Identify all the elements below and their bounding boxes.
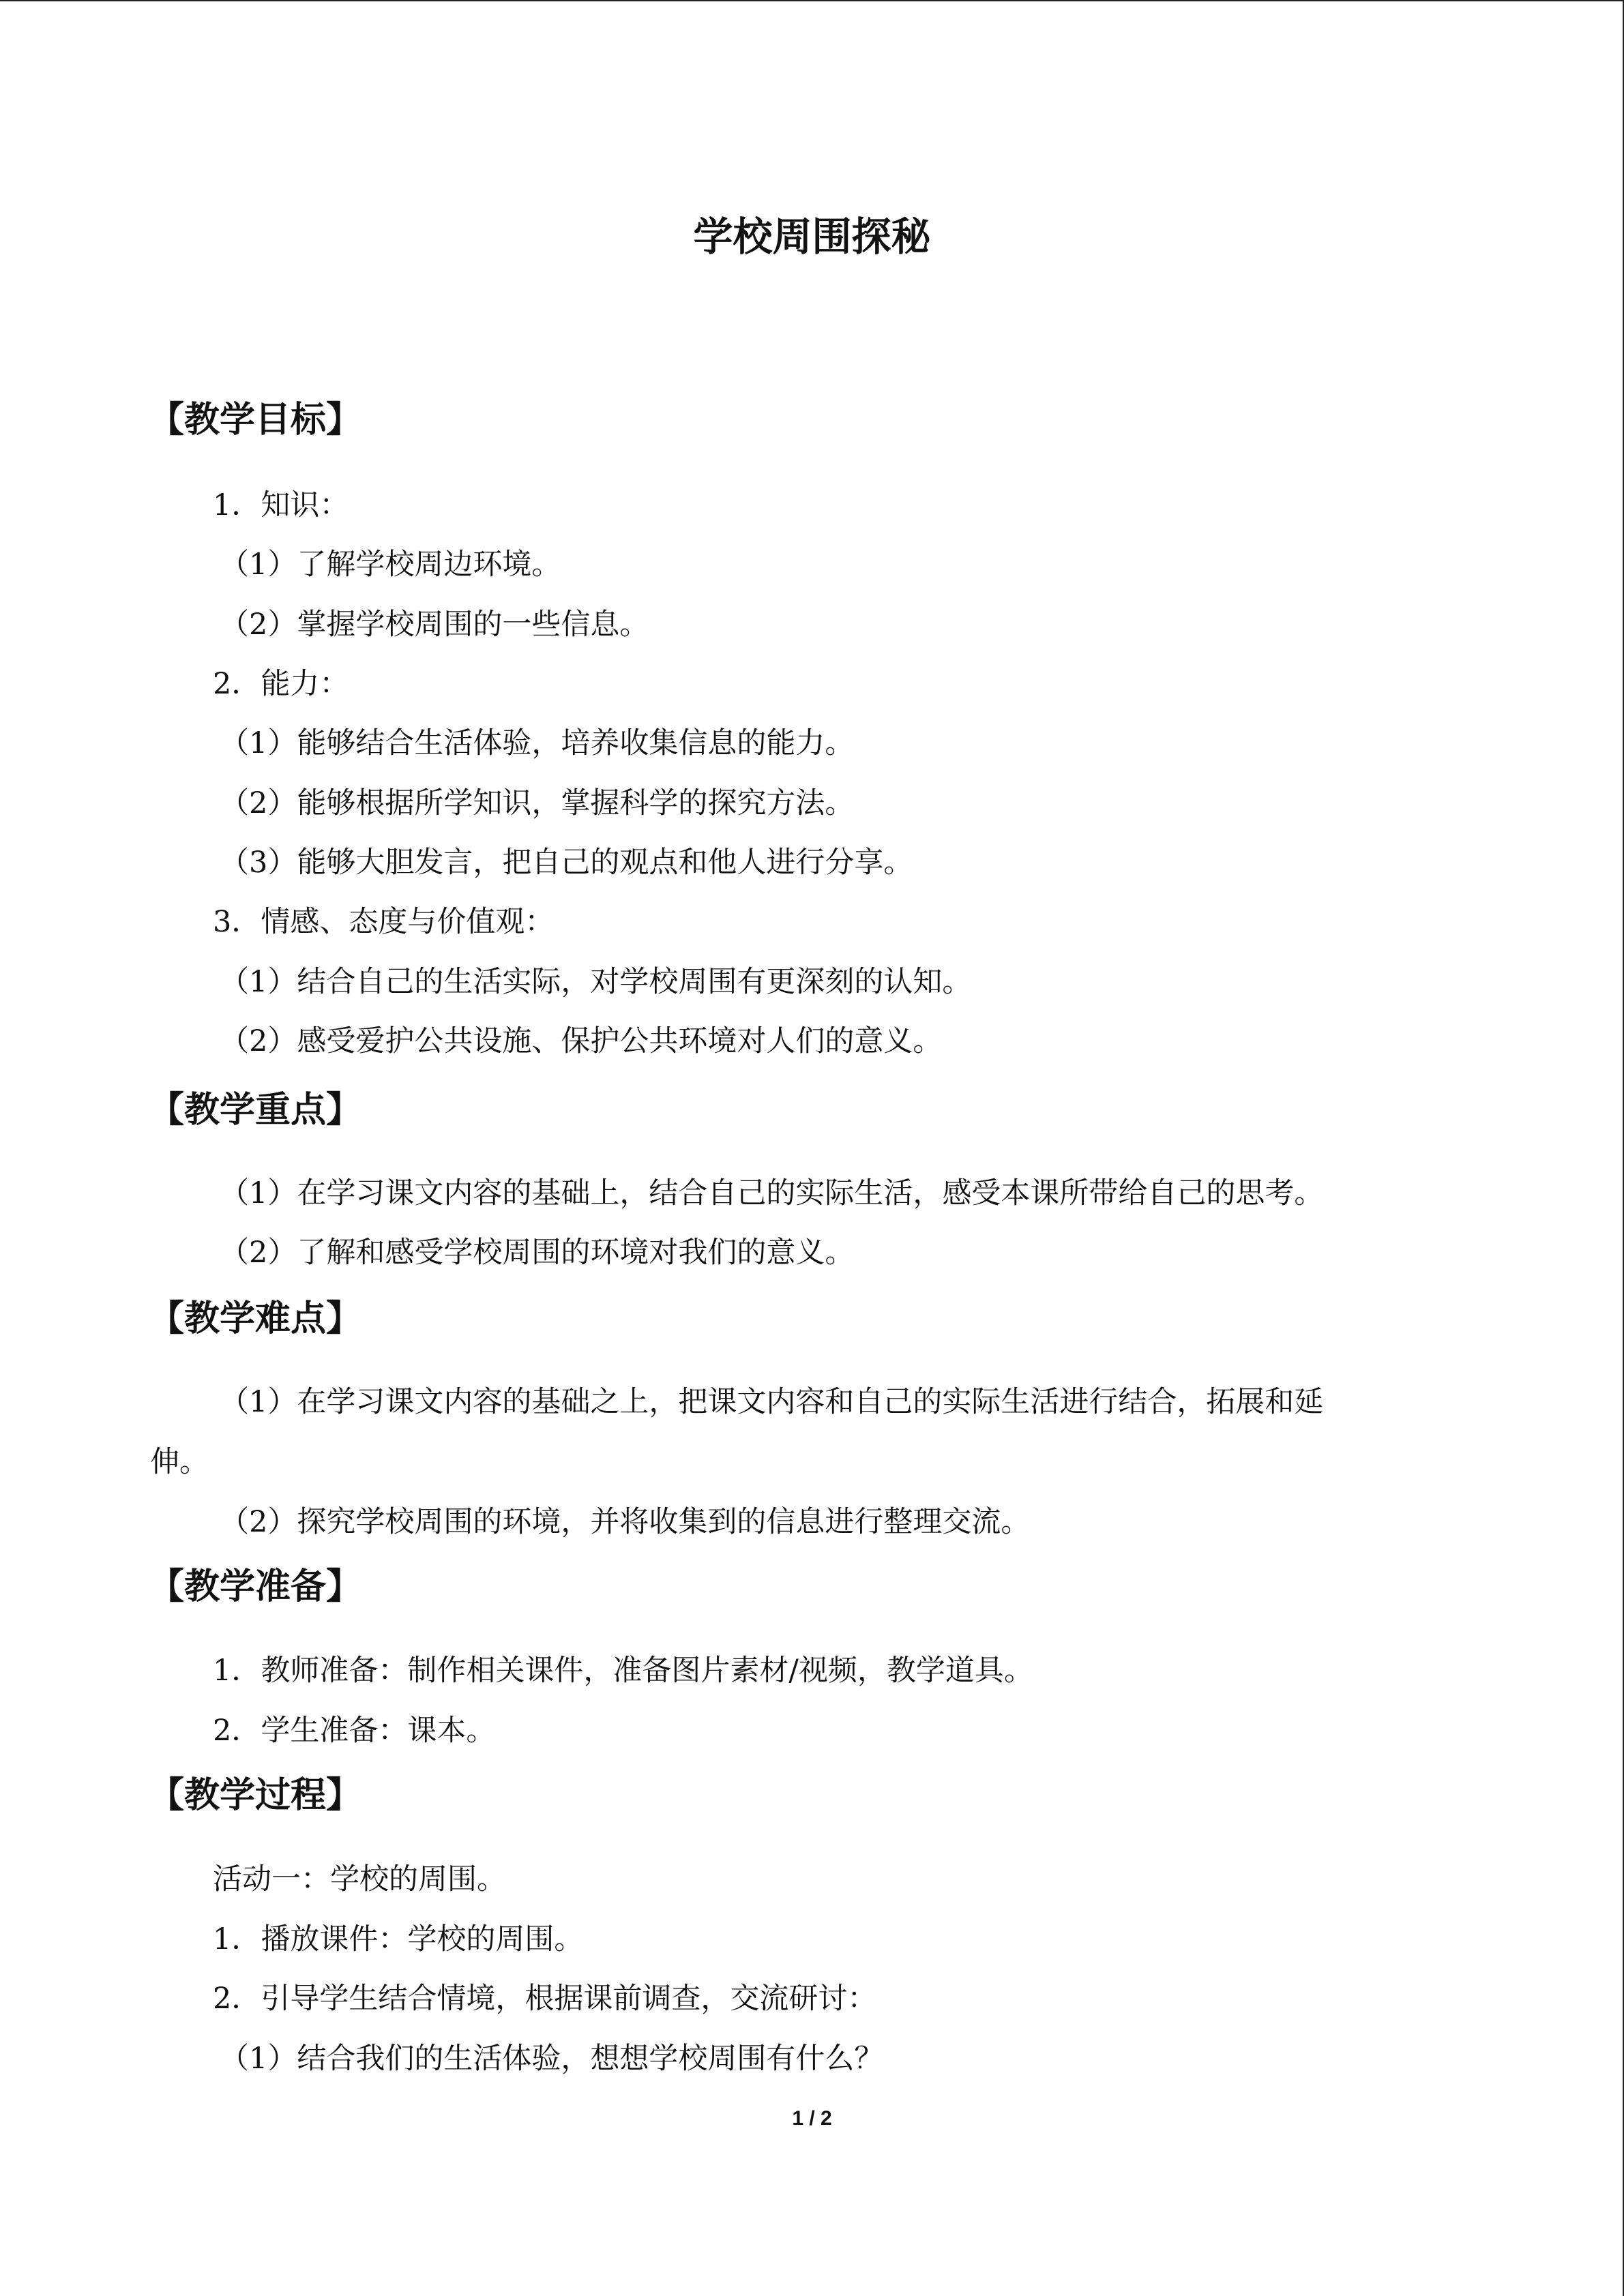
preparation-line: 1．教师准备：制作相关课件，准备图片素材/视频，教学道具。 — [213, 1654, 1033, 1688]
section-heading-difficulties: 【教学难点】 — [149, 1298, 362, 1339]
objectives-line: （1）能够结合生活体验，培养收集信息的能力。 — [220, 726, 855, 760]
section-heading-preparation: 【教学准备】 — [149, 1566, 362, 1607]
objectives-line: （1）了解学校周边环境。 — [220, 548, 561, 582]
process-line: 活动一：学校的周围。 — [213, 1862, 506, 1896]
page-number: 1 / 2 — [792, 2107, 832, 2130]
process-line: 2．引导学生结合情境，根据课前调查，交流研讨： — [213, 1982, 877, 2016]
section-heading-objectives: 【教学目标】 — [149, 400, 362, 441]
objectives-line: 2．能力： — [213, 667, 349, 701]
document-title: 学校周围探秘 — [693, 213, 931, 260]
preparation-line: 2．学生准备：课本。 — [213, 1714, 496, 1748]
key-points-line: （1）在学习课文内容的基础上，结合自己的实际生活，感受本课所带给自己的思考。 — [220, 1176, 1324, 1210]
section-heading-key-points: 【教学重点】 — [149, 1090, 362, 1131]
objectives-line: （1）结合自己的生活实际，对学校周围有更深刻的认知。 — [220, 965, 972, 999]
objectives-line: 3．情感、态度与价值观： — [213, 905, 555, 939]
objectives-line: （2）感受爱护公共设施、保护公共环境对人们的意义。 — [220, 1024, 943, 1058]
process-line: 1．播放课件：学校的周围。 — [213, 1922, 584, 1956]
difficulties-line: （1）在学习课文内容的基础之上，把课文内容和自己的实际生活进行结合，拓展和延 — [220, 1385, 1324, 1419]
section-heading-process: 【教学过程】 — [149, 1775, 362, 1816]
difficulties-line: 伸。 — [150, 1445, 209, 1479]
objectives-line: 1．知识： — [213, 488, 349, 522]
key-points-line: （2）了解和感受学校周围的环境对我们的意义。 — [220, 1236, 855, 1270]
process-line: （1）结合我们的生活体验，想想学校周围有什么？ — [220, 2042, 884, 2076]
difficulties-line: （2）探究学校周围的环境，并将收集到的信息进行整理交流。 — [220, 1505, 1031, 1539]
objectives-line: （2）能够根据所学知识，掌握科学的探究方法。 — [220, 786, 855, 820]
objectives-line: （2）掌握学校周围的一些信息。 — [220, 608, 649, 642]
objectives-line: （3）能够大胆发言，把自己的观点和他人进行分享。 — [220, 846, 913, 880]
